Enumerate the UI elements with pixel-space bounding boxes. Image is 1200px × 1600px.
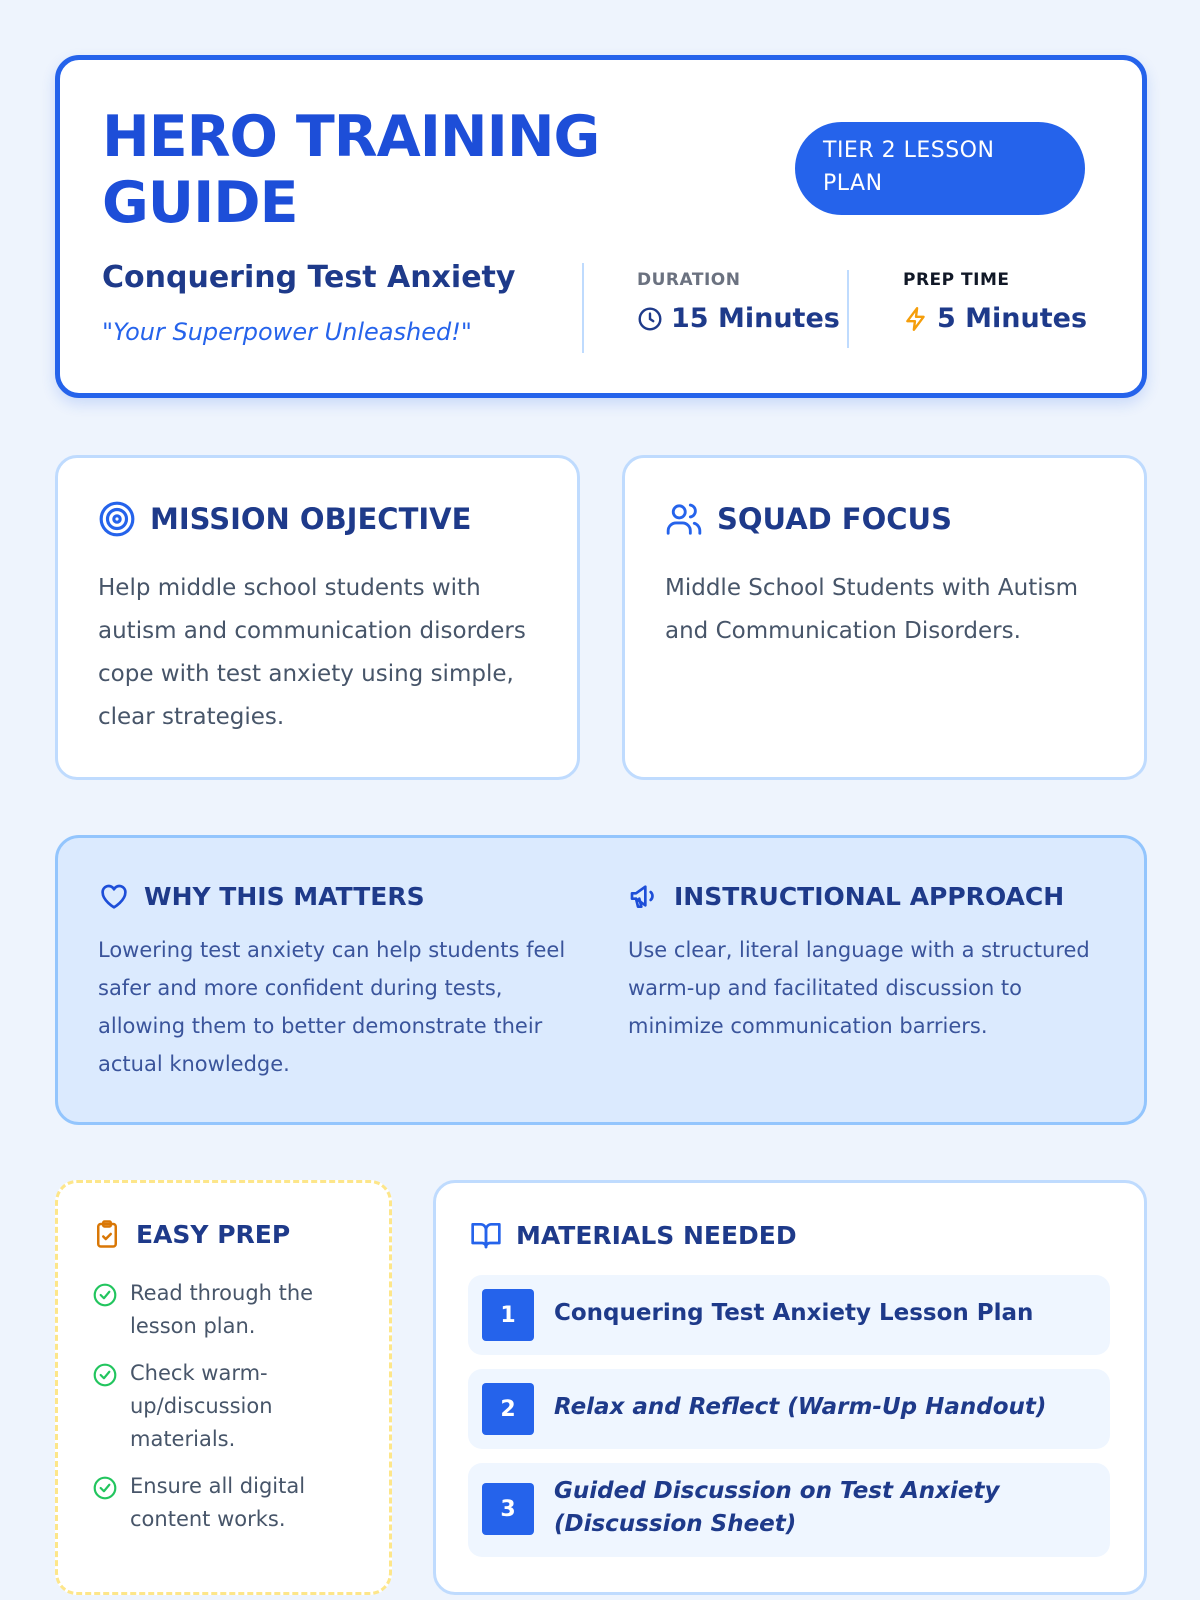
duration-text: 15 Minutes xyxy=(671,303,840,334)
material-item xyxy=(468,1369,1110,1449)
why-heading: WHY THIS MATTERS xyxy=(144,881,425,911)
material-item xyxy=(468,1463,1110,1557)
approach-heading: INSTRUCTIONAL APPROACH xyxy=(674,881,1065,911)
context-panel xyxy=(55,835,1147,1125)
approach-text: Use clear, literal language with a structured warm-up and facilitated discussion to minimize communication barriers. xyxy=(628,938,1090,1038)
users-icon xyxy=(665,500,703,538)
hero-card xyxy=(55,55,1147,398)
material-label: Relax and Reflect (Warm-Up Handout) xyxy=(554,1394,1047,1420)
squad-text: Middle School Students with Autism and Communication Disorders. xyxy=(665,575,1079,644)
material-number: 2 xyxy=(482,1383,534,1435)
lesson-tagline: "Your Superpower Unleashed!" xyxy=(102,318,472,346)
squad-heading: SQUAD FOCUS xyxy=(717,502,952,536)
why-text: Lowering test anxiety can help students feel safer and more confident during tests, allowing them to better demonstrate their actual knowledge. xyxy=(98,938,566,1076)
materials-heading-row xyxy=(470,1219,797,1251)
tier-badge: TIER 2 LESSON PLAN xyxy=(795,122,1085,215)
squad-heading-row xyxy=(665,500,952,538)
material-number: 1 xyxy=(482,1289,534,1341)
heart-icon xyxy=(98,880,130,912)
clipboard-check-icon xyxy=(92,1219,122,1249)
mission-text: Help middle school students with autism and communication disorders cope with test anxiety using simple, clear strategies. xyxy=(98,575,526,730)
mission-card xyxy=(55,455,580,780)
prep-time-label: PREP TIME xyxy=(903,270,1010,290)
check-circle-icon xyxy=(92,1475,118,1536)
page-title: HERO TRAINING GUIDE xyxy=(102,104,600,236)
lightning-icon xyxy=(903,306,929,332)
prep-heading: EASY PREP xyxy=(136,1219,291,1249)
mission-heading: MISSION OBJECTIVE xyxy=(150,502,472,536)
check-circle-icon xyxy=(92,1362,118,1456)
easy-prep-card xyxy=(55,1180,392,1595)
mission-heading-row xyxy=(98,500,471,538)
materials-heading: MATERIALS NEEDED xyxy=(516,1220,797,1250)
squad-card xyxy=(622,455,1147,780)
divider xyxy=(582,263,584,353)
lesson-subtitle: Conquering Test Anxiety xyxy=(102,260,516,295)
prep-heading-row xyxy=(92,1219,290,1249)
book-open-icon xyxy=(470,1219,502,1251)
prep-item xyxy=(92,1357,352,1456)
divider xyxy=(847,270,849,348)
duration-label: DURATION xyxy=(637,270,741,290)
material-label: Guided Discussion on Test Anxiety (Discussion Sheet) xyxy=(554,1478,1000,1537)
material-label: Conquering Test Anxiety Lesson Plan xyxy=(554,1300,1034,1326)
materials-card xyxy=(433,1180,1147,1595)
prep-item-text: Read through the lesson plan. xyxy=(130,1281,314,1338)
prep-item xyxy=(92,1277,352,1343)
material-item xyxy=(468,1275,1110,1355)
material-number: 3 xyxy=(482,1483,534,1535)
prep-item-text: Check warm-up/discussion materials. xyxy=(130,1361,273,1451)
prep-item xyxy=(92,1470,352,1536)
why-heading-row xyxy=(98,880,425,912)
megaphone-icon xyxy=(628,880,660,912)
target-icon xyxy=(98,500,136,538)
duration-value xyxy=(637,303,840,334)
prep-item-text: Ensure all digital content works. xyxy=(130,1474,306,1531)
prep-time-value xyxy=(903,303,1087,334)
prep-time-text: 5 Minutes xyxy=(937,303,1088,334)
check-circle-icon xyxy=(92,1282,118,1343)
approach-heading-row xyxy=(628,880,1064,912)
clock-icon xyxy=(637,306,663,332)
